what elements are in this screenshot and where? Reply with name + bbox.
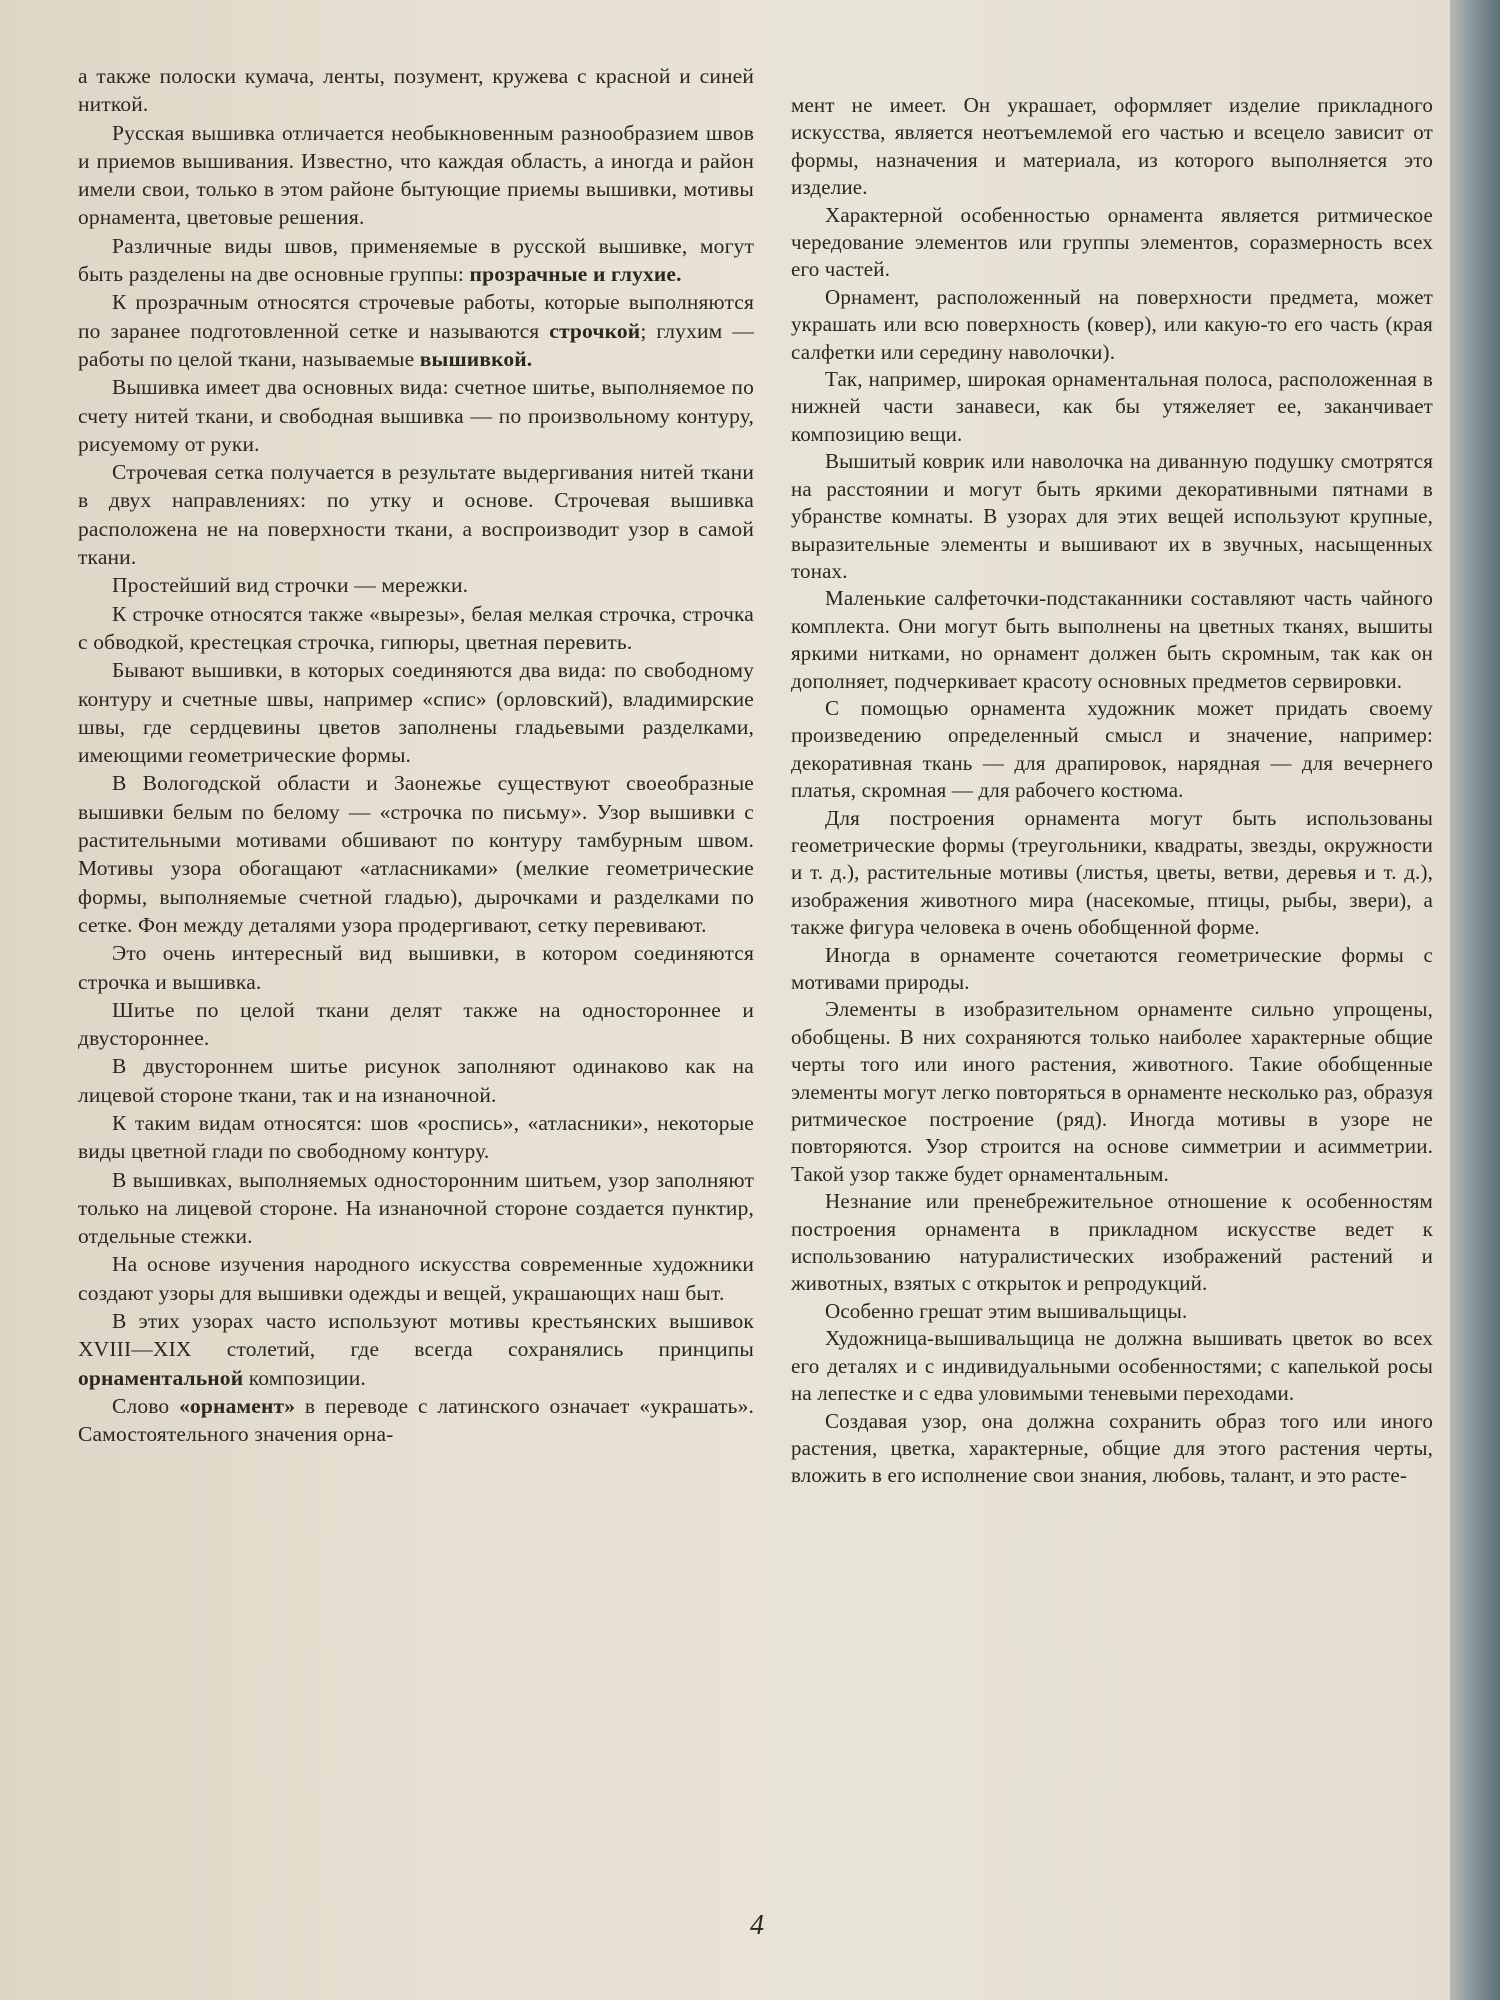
paragraph: Вышитый коврик или наволочка на диванную подушку смотрятся на расстоянии и могут быть яркими декоративными пятнами в убранстве комнаты. В узорах для этих вещей используют крупные, выразительные элементы и вышивают их в звучных, насыщенных тонах.	[791, 449, 1433, 583]
paragraph	[78, 232, 754, 289]
left-column	[78, 62, 754, 1449]
paragraph: Элементы в изобразительном орнаменте сильно упрощены, обобщены. В них сохраняются только наиболее характерные общие черты того или иного растения, животного. Такие обобщенные элементы могут легко повторяться в орнаменте несколько раз, образуя ритмическое построение (ряд). Иногда мотивы в узоре не повторяются. Узор строится на основе симметрии и асимметрии. Такой узор также будет орнаментальным.	[791, 997, 1433, 1186]
right-column	[791, 92, 1433, 1490]
next-page-edge	[1450, 0, 1500, 2000]
bold-term: орнаментальной	[78, 1365, 244, 1390]
bold-term: вышивкой.	[419, 346, 533, 371]
paragraph: Так, например, широкая орнаментальная полоса, расположенная в нижней части занавеси, как бы утяжеляет ее, заканчивает композицию вещи.	[791, 367, 1433, 446]
paragraph: Шитье по целой ткани делят также на одностороннее и двустороннее.	[78, 997, 754, 1051]
text-run: композиции.	[243, 1365, 366, 1390]
paragraph	[78, 1392, 754, 1449]
paragraph: Особенно грешат этим вышивальщицы.	[825, 1298, 1188, 1323]
bold-term: «орнамент»	[179, 1393, 296, 1418]
paragraph	[78, 288, 754, 373]
paragraph: С помощью орнамента художник может придать своему произведению определенный смысл и значение, например: декоративная ткань — для драпировок, нарядная — для вечернего платья, скромная — для рабочего костюма.	[791, 695, 1433, 803]
paragraph: Создавая узор, она должна сохранить образ того или иного растения, цветка, характерные, общие для этого растения черты, вложить в его исполнение свои знания, любовь, талант, и это расте-	[791, 1408, 1433, 1488]
paragraph	[78, 1307, 754, 1392]
paragraph: В Вологодской области и Заонежье существуют своеобразные вышивки белым по белому — «строчка по письму». Узор вышивки с растительными мотивами обшивают по контуру тамбурным швом. Мотивы узора обогащают «атласниками» (мелкие геометрические формы, выполняемые счетной гладью), дырочками и разделками по сетке. Фон между деталями узора продергивают, сетку перевивают.	[78, 771, 754, 937]
text-run: Слово	[112, 1393, 180, 1418]
paragraph: Иногда в орнаменте сочетаются геометрические формы с мотивами природы.	[791, 942, 1433, 994]
bold-term: строчкой	[549, 318, 641, 343]
bold-term: прозрачные и глухие.	[469, 262, 682, 287]
paragraph: Вышивка имеет два основных вида: счетное шитье, выполняемое по счету нитей ткани, и свободная вышивка — по произвольному контуру, рисуемому от руки.	[78, 375, 754, 456]
paragraph: Орнамент, расположенный на поверхности предмета, может украшать или всю поверхность (ковер), или какую-то его часть (края салфетки или середину наволочки).	[791, 284, 1433, 364]
paragraph: На основе изучения народного искусства современные художники создают узоры для вышивки одежды и вещей, украшающих наш быт.	[78, 1252, 754, 1305]
paragraph: Это очень интересный вид вышивки, в котором соединяются строчка и вышивка.	[78, 941, 754, 994]
text-run: в переводе с латинского означает «украшать». Самостоятельного значения орна-	[78, 1393, 754, 1447]
page-number: 4	[750, 1910, 764, 1941]
paragraph: Характерной особенностью орнамента является ритмическое чередование элементов или группы элементов, соразмерность всех его частей.	[791, 202, 1433, 282]
text-run: ; глухим — работы по целой ткани, называемые	[78, 318, 754, 371]
paragraph: Бывают вышивки, в которых соединяются два вида: по свободному контуру и счетные швы, например «спис» (орловский), владимирские швы, где сердцевины цветов заполнены гладьевыми разделками, имеющими геометрические формы.	[78, 658, 754, 768]
paragraph: а также полоски кумача, ленты, позумент, кружева с красной и синей ниткой.	[78, 64, 754, 117]
paragraph: Строчевая сетка получается в результате выдергивания нитей ткани в двух направлениях: по утку и основе. Строчевая вышивка расположена не на поверхности ткани, а воспроизводит узор в самой ткани.	[78, 460, 754, 570]
paragraph: К таким видам относятся: шов «роспись», «атласники», некоторые виды цветной глади по свободному контуру.	[78, 1110, 754, 1164]
text-run: К прозрачным относятся строчевые работы, которые выполняются по заранее подготовленной сетке и называются	[78, 290, 754, 343]
paragraph: Маленькие салфеточки-подстаканники составляют часть чайного комплекта. Они могут быть выполнены на цветных тканях, вышиты яркими нитками, но орнамент должен быть скромным, так как он дополняет, подчеркивает красоту основных предметов сервировки.	[791, 586, 1433, 693]
paragraph: В вышивках, выполняемых односторонним шитьем, узор заполняют только на лицевой стороне. На изнаночной стороне создается пунктир, отдельные стежки.	[78, 1167, 754, 1249]
paragraph: мент не имеет. Он украшает, оформляет изделие прикладного искусства, является неотъемлемой его частью и всецело зависит от формы, назначения и материала, из которого выполняется это изделие.	[791, 93, 1433, 200]
text-run: Различные виды швов, применяемые в русской вышивке, могут быть разделены на две основные группы:	[78, 233, 754, 287]
paragraph: Простейший вид строчки — мережки.	[112, 573, 469, 598]
text-run: В этих узорах часто используют мотивы крестьянских вышивок XVIII—XIX столетий, где всегда сохранялись принципы	[78, 1309, 754, 1362]
paragraph: Русская вышивка отличается необыкновенным разнообразием швов и приемов вышивания. Известно, что каждая область, а иногда и район имели свои, только в этом районе бытующие приемы вышивки, мотивы орнамента, цветовые решения.	[78, 120, 754, 230]
paragraph: К строчке относятся также «вырезы», белая мелкая строчка, строчка с обводкой, крестецкая строчка, гипюры, цветная перевить.	[78, 601, 754, 654]
paragraph: Художница-вышивальщица не должна вышивать цветок во всех его деталях и с индивидуальными особенностями; с капелькой росы на лепестке и с едва уловимыми теневыми переходами.	[791, 1326, 1433, 1406]
paragraph: Незнание или пренебрежительное отношение к особенностям построения орнамента в прикладном искусстве ведет к использованию натуралистических изображений растений и животных, взятых с открыток и репродукций.	[791, 1189, 1433, 1296]
paragraph: Для построения орнамента могут быть использованы геометрические формы (треугольники, квадраты, звезды, окружности и т. д.), растительные мотивы (листья, цветы, ветви, деревья и т. д.), изображения животного мира (насекомые, птицы, рыбы, звери), а также фигура человека в очень обобщенной форме.	[791, 805, 1433, 940]
paragraph: В двустороннем шитье рисунок заполняют одинаково как на лицевой стороне ткани, так и на изнаночной.	[78, 1054, 754, 1107]
